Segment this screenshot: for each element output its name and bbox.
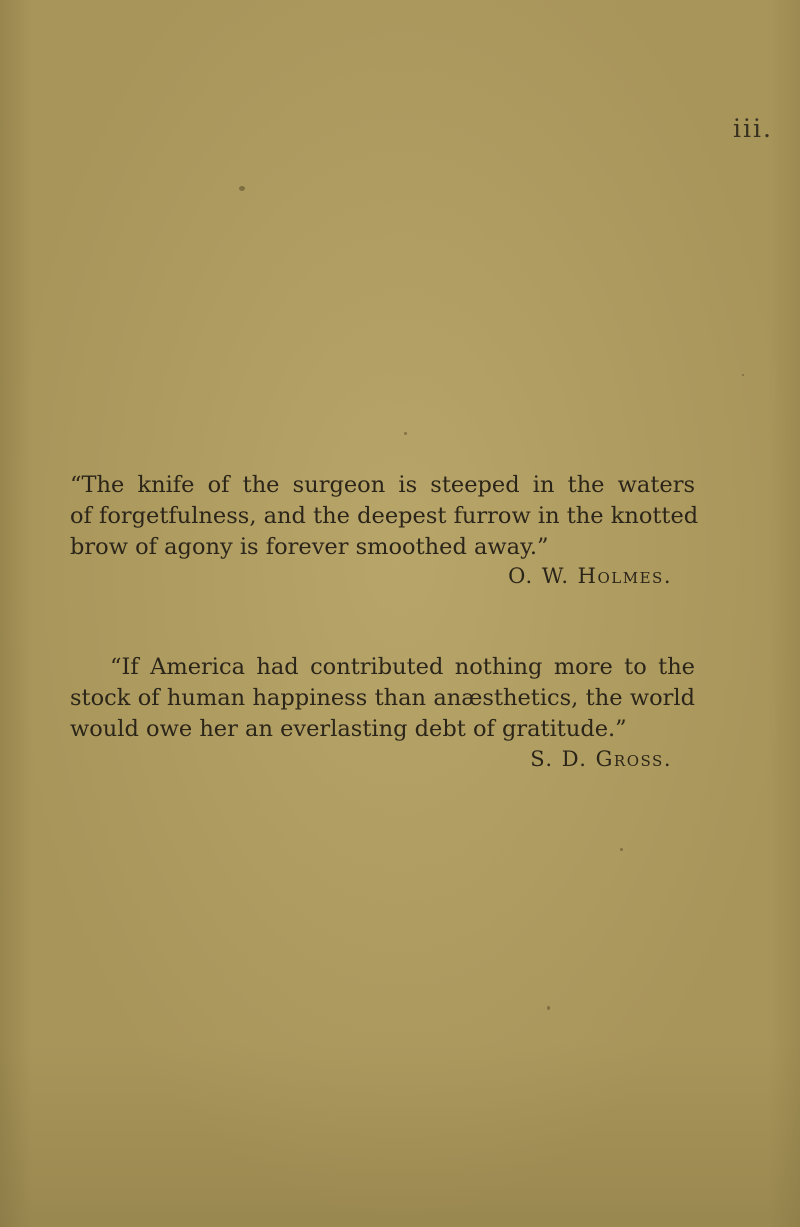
quote-line: brow of agony is forever smoothed away.” [70, 534, 549, 560]
quote-gross [70, 652, 695, 745]
page-number: iii. [733, 114, 773, 143]
quote-line: of forgetfulness, and the deepest furrow in the knotted [70, 503, 699, 529]
paper-speck [239, 186, 245, 191]
paper-speck [742, 374, 744, 376]
quote-line: stock of human happiness than anæsthetics, the world [70, 685, 695, 711]
attribution-gross: S. D. Gross. [530, 747, 672, 771]
paper-speck [620, 848, 623, 851]
quote-line: would owe her an everlasting debt of gratitude.” [70, 716, 627, 742]
quote-line: “If America had contributed nothing more to the [110, 654, 695, 680]
paper-speck [404, 432, 407, 435]
quote-line: “The knife of the surgeon is steeped in the waters [70, 472, 695, 498]
attribution-holmes: O. W. Holmes. [508, 564, 672, 588]
quote-holmes [70, 470, 699, 563]
paper-speck [547, 1006, 550, 1010]
